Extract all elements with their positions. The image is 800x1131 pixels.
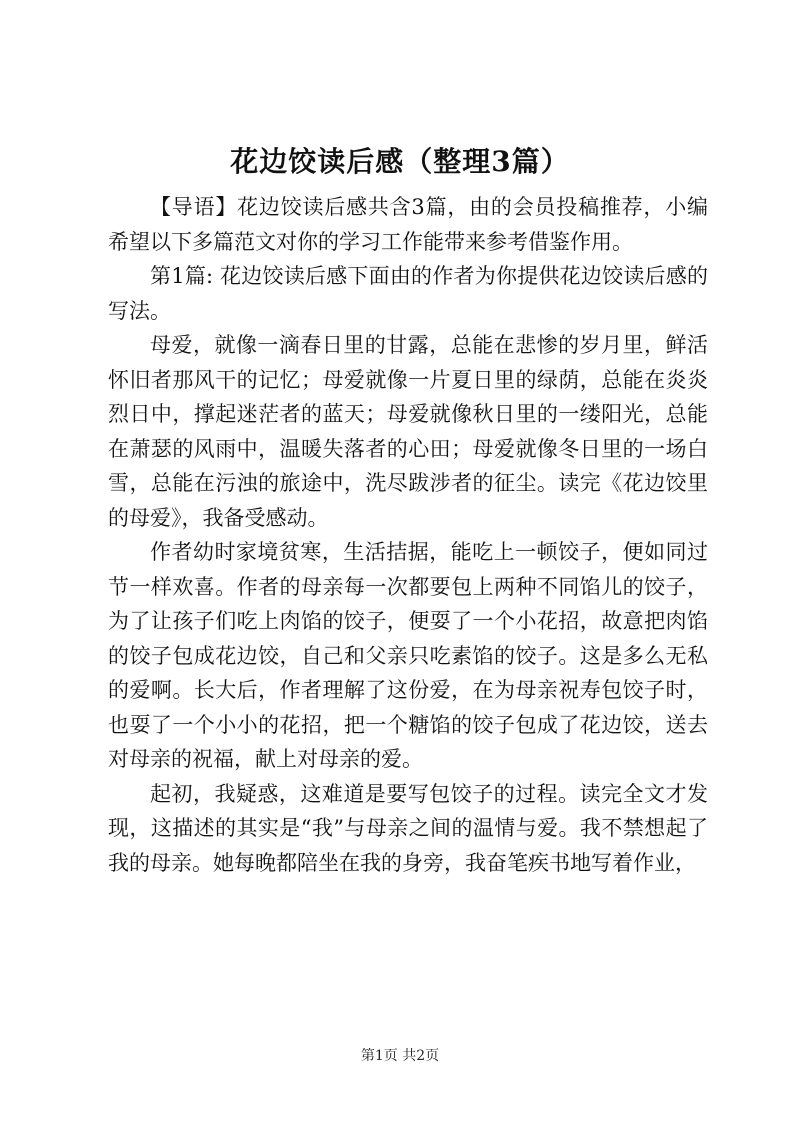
paragraph-intro: 【导语】花边饺读后感共含3篇，由的会员投稿推荐，小编希望以下多篇范文对你的学习工作能带来参考借鉴作用。 <box>108 195 708 254</box>
paragraph-reflection: 起初，我疑惑，这难道是要写包饺子的过程。读完全文才发现，这描述的其实是“我”与母亲之间的温情与爱。我不禁想起了我的母亲。她每晚都陪坐在我的身旁，我奋笔疾书地写着作业， <box>108 781 708 875</box>
paragraph-mother-love: 母爱，就像一滴春日里的甘露，总能在悲惨的岁月里，鲜活怀旧者那风干的记忆；母爱就像一片夏日里的绿荫，总能在炎炎烈日中，撑起迷茫者的蓝天；母爱就像秋日里的一缕阳光，总能在萧瑟的风雨中，温暖失落者的心田；母爱就像冬日里的一场白雪，总能在污浊的旅途中，洗尽跋涉者的征尘。读完《花边饺里的母爱》，我备受感动。 <box>108 333 708 530</box>
document-body <box>108 190 708 880</box>
paragraph-part-1-heading: 第1篇: 花边饺读后感下面由的作者为你提供花边饺读后感的写法。 <box>108 264 708 323</box>
document-title: 花边饺读后感（整理3篇） <box>230 145 570 178</box>
page-number-footer: 第1页 共2页 <box>360 1048 440 1064</box>
paragraph-author-story: 作者幼时家境贫寒，生活拮据，能吃上一顿饺子，便如同过节一样欢喜。作者的母亲每一次都要包上两种不同馅儿的饺子，为了让孩子们吃上肉馅的饺子，便耍了一个小花招，故意把肉馅的饺子包成花边饺，自己和父亲只吃素馅的饺子。这是多么无私的爱啊。长大后，作者理解了这份爱，在为母亲祝寿包饺子时，也耍了一个小小的花招，把一个糖馅的饺子包成了花边饺，送去对母亲的祝福，献上对母亲的爱。 <box>108 540 708 771</box>
